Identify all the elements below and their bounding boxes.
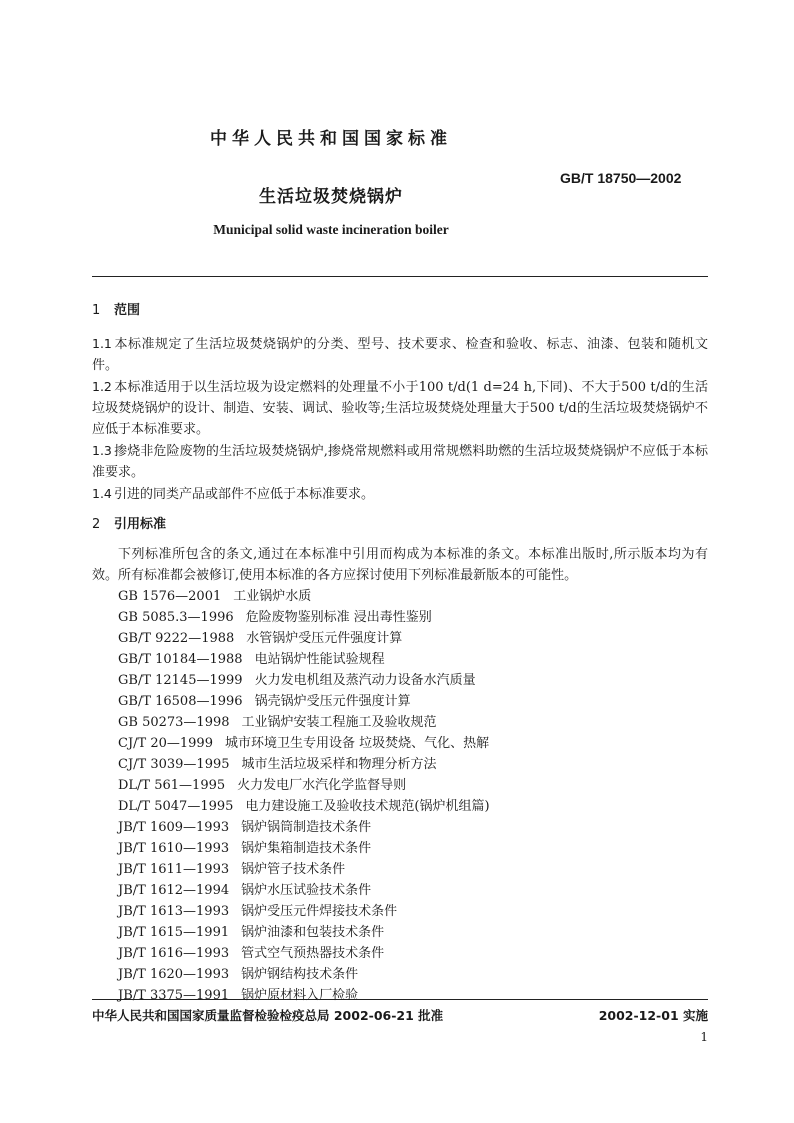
- clause-number: 1.4: [92, 486, 112, 501]
- reference-item: [118, 922, 708, 943]
- reference-item: [118, 670, 708, 691]
- reference-item: [118, 880, 708, 901]
- reference-title: 锅炉钢结构技术条件: [241, 967, 359, 982]
- reference-code: DL/T 561—1995: [118, 778, 226, 793]
- reference-title: 水管锅炉受压元件强度计算: [246, 631, 403, 646]
- reference-code: GB/T 9222—1988: [118, 631, 235, 646]
- reference-title: 危险废物鉴别标准 浸出毒性鉴别: [245, 610, 432, 625]
- section-number: 1: [92, 303, 101, 318]
- effective-date: 2002-12-01 实施: [598, 1008, 708, 1023]
- reference-item: [118, 796, 708, 817]
- clause-text: 本标准规定了生活垃圾焚烧锅炉的分类、型号、技术要求、检查和验收、标志、油漆、包装和随机文件。: [92, 337, 708, 373]
- document-title-cn: 生活垃圾焚烧锅炉: [259, 187, 403, 207]
- reference-code: GB/T 12145—1999: [118, 673, 243, 688]
- reference-code: DL/T 5047—1995: [118, 799, 234, 814]
- reference-code: JB/T 1620—1993: [118, 967, 230, 982]
- reference-item: [118, 901, 708, 922]
- standard-code: GB/T 18750—2002: [560, 170, 682, 186]
- reference-code: GB/T 10184—1988: [118, 652, 243, 667]
- clause-text: 本标准适用于以生活垃圾为设定燃料的处理量不小于100 t/d(1 d=24 h,下同)、不大于500 t/d的生活垃圾焚烧锅炉的设计、制造、安装、调试、验收等;生活垃圾焚烧处理量大于500 t/d的生活垃圾焚烧锅炉不应低于本标准要求。: [92, 380, 708, 437]
- reference-code: GB 5085.3—1996: [118, 610, 234, 625]
- section-1-heading: [92, 300, 708, 321]
- reference-code: JB/T 1609—1993: [118, 820, 230, 835]
- reference-title: 锅壳锅炉受压元件强度计算: [254, 694, 411, 709]
- reference-list: [92, 586, 708, 1006]
- footer-divider: [92, 999, 708, 1000]
- reference-item: [118, 712, 708, 733]
- section-2-heading: [92, 514, 708, 535]
- reference-title: 锅炉原材料入厂检验: [241, 988, 359, 1003]
- reference-code: CJ/T 20—1999: [118, 736, 213, 751]
- references-intro: 下列标准所包含的条文,通过在本标准中引用而构成为本标准的条文。本标准出版时,所示版本均为有效。所有标准都会被修订,使用本标准的各方应探讨使用下列标准最新版本的可能性。: [92, 547, 708, 583]
- reference-item: [118, 628, 708, 649]
- reference-code: GB/T 16508—1996: [118, 694, 243, 709]
- clause-1-3: [92, 440, 708, 483]
- reference-item: [118, 733, 708, 754]
- national-standard-heading: 中华人民共和国国家标准: [210, 129, 452, 149]
- section-title: 范围: [114, 303, 141, 318]
- reference-item: [118, 649, 708, 670]
- reference-item: [118, 838, 708, 859]
- reference-title: 锅炉管子技术条件: [241, 862, 346, 877]
- header-divider: [92, 276, 708, 277]
- reference-code: JB/T 1613—1993: [118, 904, 230, 919]
- reference-code: GB 50273—1998: [118, 715, 230, 730]
- reference-title: 电力建设施工及验收技术规范(锅炉机组篇): [245, 799, 490, 814]
- reference-title: 管式空气预热器技术条件: [241, 946, 385, 961]
- clause-number: 1.1: [92, 336, 112, 351]
- clause-1-1: [92, 333, 708, 376]
- clause-text: 引进的同类产品或部件不应低于本标准要求。: [114, 487, 375, 502]
- reference-title: 锅炉油漆和包装技术条件: [241, 925, 385, 940]
- reference-title: 锅炉水压试验技术条件: [241, 883, 372, 898]
- document-title-en: Municipal solid waste incineration boiler: [213, 222, 449, 237]
- reference-code: CJ/T 3039—1995: [118, 757, 230, 772]
- reference-title: 城市生活垃圾采样和物理分析方法: [241, 757, 437, 772]
- document-body: [92, 300, 708, 1006]
- reference-title: 火力发电厂水汽化学监督导则: [237, 778, 407, 793]
- reference-title: 电站锅炉性能试验规程: [254, 652, 385, 667]
- reference-item: [118, 691, 708, 712]
- reference-title: 工业锅炉安装工程施工及验收规范: [241, 715, 437, 730]
- reference-code: JB/T 1610—1993: [118, 841, 230, 856]
- reference-code: JB/T 1612—1994: [118, 883, 230, 898]
- reference-code: JB/T 1616—1993: [118, 946, 230, 961]
- reference-item: [118, 859, 708, 880]
- reference-item: [118, 586, 708, 607]
- page-number: 1: [700, 1030, 708, 1044]
- reference-title: 工业锅炉水质: [233, 589, 312, 604]
- clause-number: 1.3: [92, 443, 112, 458]
- section-title: 引用标准: [114, 517, 167, 532]
- reference-title: 锅炉锅筒制造技术条件: [241, 820, 372, 835]
- reference-code: JB/T 1615—1991: [118, 925, 230, 940]
- clause-text: 掺烧非危险废物的生活垃圾焚烧锅炉,掺烧常规燃料或用常规燃料助燃的生活垃圾焚烧锅炉不应低于本标准要求。: [92, 444, 708, 480]
- reference-code: GB 1576—2001: [118, 589, 222, 604]
- clause-1-4: [92, 483, 708, 505]
- reference-item: [118, 775, 708, 796]
- reference-title: 火力发电机组及蒸汽动力设备水汽质量: [254, 673, 476, 688]
- reference-item: [118, 607, 708, 628]
- reference-item: [118, 943, 708, 964]
- reference-title: 锅炉集箱制造技术条件: [241, 841, 372, 856]
- reference-item: [118, 964, 708, 985]
- reference-title: 城市环境卫生专用设备 垃圾焚烧、气化、热解: [224, 736, 490, 751]
- clause-1-2: [92, 376, 708, 440]
- clause-number: 1.2: [92, 379, 112, 394]
- reference-item: [118, 754, 708, 775]
- reference-code: JB/T 1611—1993: [118, 862, 230, 877]
- section-number: 2: [92, 517, 101, 532]
- reference-item: [118, 985, 708, 1006]
- reference-code: JB/T 3375—1991: [118, 988, 230, 1003]
- reference-title: 锅炉受压元件焊接技术条件: [241, 904, 398, 919]
- issuing-authority: 中华人民共和国国家质量监督检验检疫总局 2002-06-21 批准: [92, 1008, 444, 1023]
- reference-item: [118, 817, 708, 838]
